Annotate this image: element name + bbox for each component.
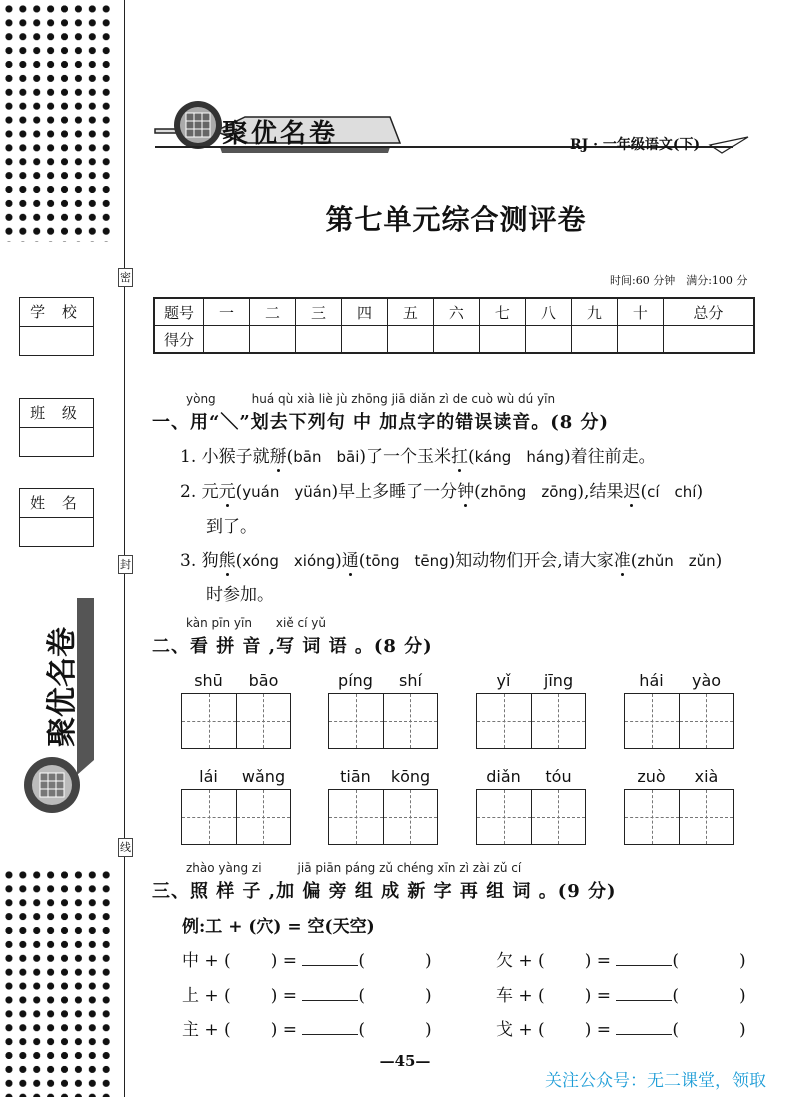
class-label: 班 级 — [20, 399, 93, 428]
score-input[interactable] — [479, 326, 525, 354]
score-input[interactable] — [249, 326, 295, 354]
side-logo — [22, 590, 100, 835]
q3-row-right[interactable]: 欠 + ( ) = ( ) — [496, 951, 746, 971]
score-cell: 六 — [433, 298, 479, 326]
q1-option[interactable]: xóng xióng — [242, 552, 336, 570]
score-row-label: 得分 — [154, 326, 204, 354]
side-logo-text: 聚优名卷 — [45, 627, 80, 747]
score-cell: 九 — [571, 298, 617, 326]
name-label: 姓 名 — [20, 489, 93, 518]
name-field[interactable] — [19, 488, 94, 547]
score-cell: 总分 — [663, 298, 754, 326]
score-cell: 二 — [249, 298, 295, 326]
score-cell: 七 — [479, 298, 525, 326]
q1-pinyin: yòng huá qù xià liè jù zhōng jiā diǎn zì de cuò wù dú yīn — [186, 392, 556, 406]
page-title: 第七单元综合测评卷 — [325, 203, 587, 236]
q3-heading: 三、照 样 子 ,加 偏 旁 组 成 新 字 再 组 词 。(9 分) — [152, 881, 617, 902]
binding-mark-feng: 封 — [118, 555, 133, 574]
q1-option[interactable]: bān bāi — [293, 448, 360, 466]
q1-option[interactable]: zhōng zōng — [480, 483, 578, 501]
score-cell: 一 — [204, 298, 250, 326]
page-number: —45— — [379, 1052, 431, 1070]
binding-line — [124, 0, 125, 1097]
name-blank[interactable] — [20, 518, 93, 546]
q1-option[interactable]: tōng tēng — [365, 552, 449, 570]
q1-item-3-cont: 时参加。 — [206, 585, 274, 605]
school-field[interactable] — [19, 297, 94, 356]
q1-heading: 一、用“＼”划去下列句 中 加点字的错误读音。(8 分) — [152, 412, 610, 433]
word-box[interactable]: tiān kōng — [328, 767, 438, 845]
q3-row-left[interactable]: 主 + ( ) = ( ) — [182, 1020, 432, 1040]
score-input[interactable] — [571, 326, 617, 354]
q3-row-right[interactable]: 戈 + ( ) = ( ) — [496, 1020, 746, 1040]
class-field[interactable] — [19, 398, 94, 457]
score-cell: 十 — [617, 298, 663, 326]
q1-option[interactable]: cí chí — [647, 483, 697, 501]
q1-item-3: 3. 狗熊(xóng xióng)通(tōng tēng)知动物们开会,请大家准(zhǔn zǔn) — [180, 551, 723, 571]
score-value-row — [154, 326, 754, 354]
class-blank[interactable] — [20, 428, 93, 456]
q3-pinyin: zhào yàng zi jiā piān páng zǔ chéng xīn zì zài zǔ cí — [186, 861, 522, 875]
score-header-row — [154, 298, 754, 326]
score-cell: 三 — [295, 298, 341, 326]
q2-heading: 二、看 拼 音 ,写 词 语 。(8 分) — [152, 636, 433, 657]
word-box[interactable]: yǐ jīng — [476, 671, 586, 749]
score-cell: 题号 — [154, 298, 204, 326]
q1-option[interactable]: yuán yüán — [242, 483, 332, 501]
word-box[interactable]: hái yào — [624, 671, 734, 749]
score-input[interactable] — [433, 326, 479, 354]
binding-mark-xian: 线 — [118, 838, 133, 857]
q1-option[interactable]: káng háng — [474, 448, 565, 466]
q3-row-right[interactable]: 车 + ( ) = ( ) — [496, 986, 746, 1006]
time-info: 时间:60 分钟 满分:100 分 — [610, 274, 748, 287]
q2-pinyin: kàn pīn yīn xiě cí yǔ — [186, 616, 327, 630]
word-box[interactable]: lái wǎng — [181, 767, 291, 845]
score-input[interactable] — [525, 326, 571, 354]
binding-mark-mi: 密 — [118, 268, 133, 287]
q1-option[interactable]: zhǔn zǔn — [637, 552, 716, 570]
header-grade: RJ · 一年级语文(下) — [570, 137, 701, 153]
score-input[interactable] — [341, 326, 387, 354]
score-input[interactable] — [204, 326, 250, 354]
score-input[interactable] — [617, 326, 663, 354]
watermark-text: 关注公众号：无二课堂，领取 — [545, 1071, 766, 1091]
word-box[interactable]: píng shí — [328, 671, 438, 749]
score-table — [153, 297, 755, 354]
school-label: 学 校 — [20, 298, 93, 327]
q3-example: 例:工 + (穴) = 空(天空) — [182, 917, 375, 937]
word-box[interactable]: zuò xià — [624, 767, 734, 845]
score-input[interactable] — [295, 326, 341, 354]
school-blank[interactable] — [20, 327, 93, 355]
q1-item-2-cont: 到了。 — [206, 517, 257, 537]
score-cell: 八 — [525, 298, 571, 326]
word-box[interactable]: diǎn tóu — [476, 767, 586, 845]
header-brand: 聚优名卷 — [222, 119, 339, 149]
score-input[interactable] — [663, 326, 754, 354]
q1-item-2: 2. 元元(yuán yüán)早上多睡了一分钟(zhōng zōng),结果迟(cí chí) — [180, 482, 704, 502]
score-cell: 四 — [341, 298, 387, 326]
q3-row-left[interactable]: 中 + ( ) = ( ) — [182, 951, 432, 971]
q1-item-1: 1. 小猴子就掰(bān bāi)了一个玉米扛(káng háng)着往前走。 — [180, 447, 656, 467]
q3-row-left[interactable]: 上 + ( ) = ( ) — [182, 986, 432, 1006]
score-cell: 五 — [387, 298, 433, 326]
score-input[interactable] — [387, 326, 433, 354]
word-box[interactable]: shū bāo — [181, 671, 291, 749]
